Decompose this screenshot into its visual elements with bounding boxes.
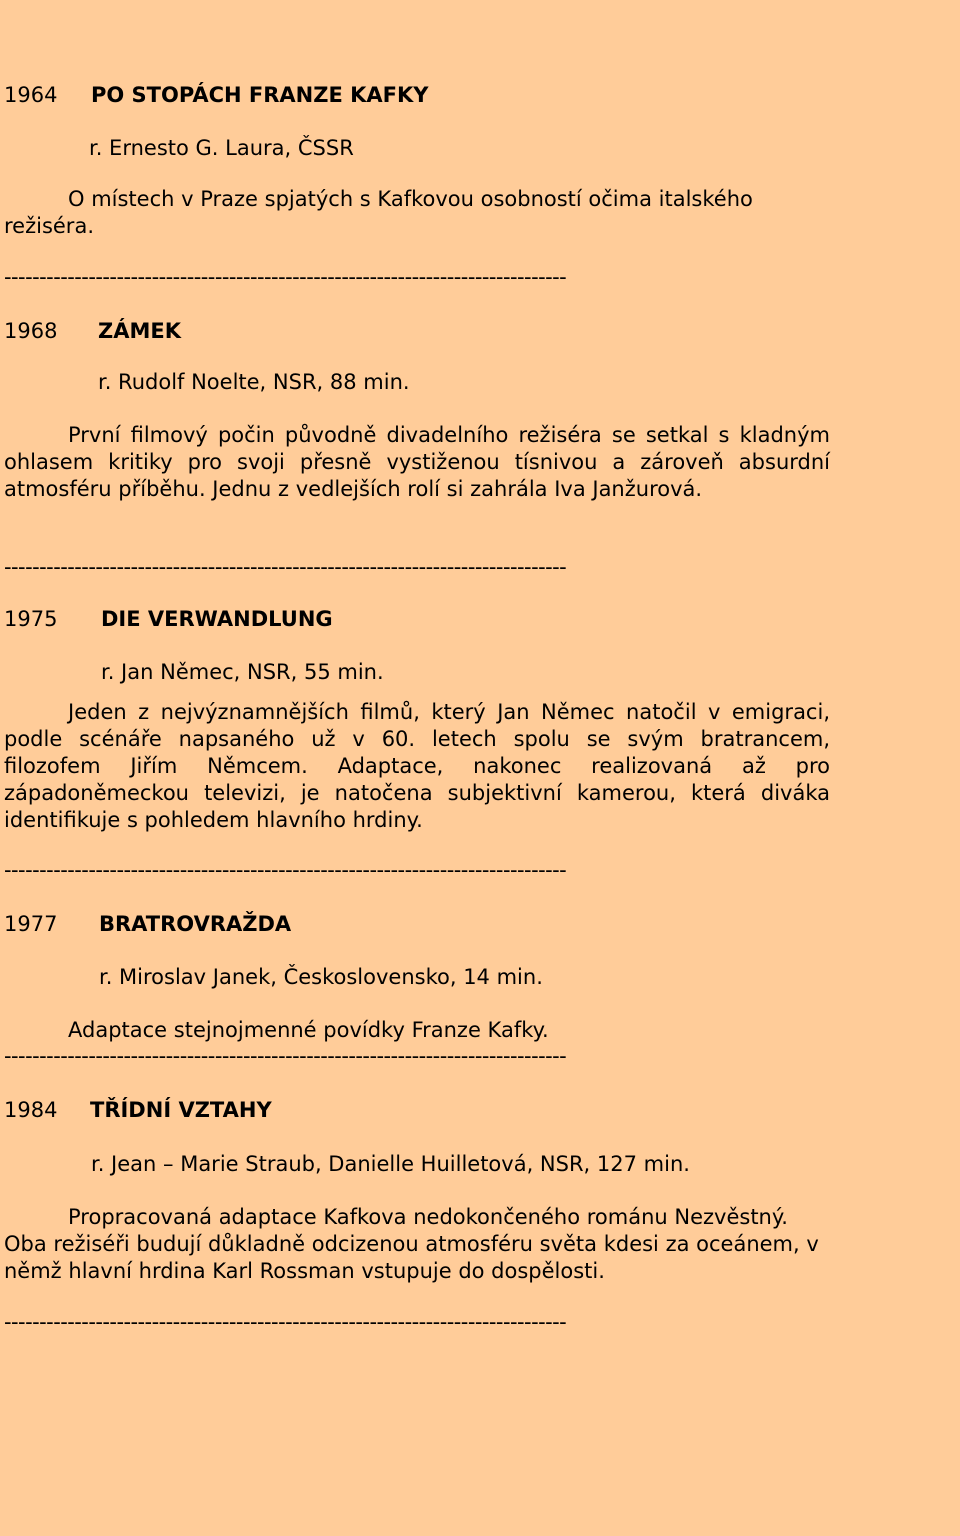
- film-description: Adaptace stejnojmenné povídky Franze Kafky.: [68, 1018, 549, 1042]
- film-year: 1975: [4, 607, 58, 631]
- film-title: PO STOPÁCH FRANZE KAFKY: [91, 83, 429, 107]
- film-director: r. Jan Němec, NSR, 55 min.: [101, 660, 384, 684]
- film-title: TŘÍDNÍ VZTAHY: [90, 1098, 272, 1122]
- film-title: BRATROVRAŽDA: [99, 912, 292, 936]
- film-description: Jeden z nejvýznamnějších filmů, který Jan Němec natočil v emigraci, podle scénáře napsaného už v 60. letech spolu se svým bratrancem, filozofem Jiřím Němcem. Adaptace, nakonec realizovaná až pro západoněmeckou televizi, je natočena subjektivní kamerou, která diváka identifikuje s pohledem hlavního hrdiny.: [4, 700, 830, 832]
- film-director: r. Miroslav Janek, Československo, 14 min.: [99, 965, 543, 989]
- film-year: 1977: [4, 912, 58, 936]
- film-year: 1968: [4, 319, 58, 343]
- film-year: 1984: [4, 1098, 58, 1122]
- separator-line: --------------------------------------------------------------------------------: [4, 1044, 567, 1068]
- separator-line: --------------------------------------------------------------------------------: [4, 858, 567, 882]
- film-director: r. Ernesto G. Laura, ČSSR: [89, 136, 354, 160]
- film-title: DIE VERWANDLUNG: [101, 607, 333, 631]
- separator-line: --------------------------------------------------------------------------------: [4, 1310, 567, 1334]
- film-description: První filmový počin původně divadelního režiséra se setkal s kladným ohlasem kritiky pro svoji přesně vystiženou tísnivou a zároveň absurdní atmosféru příběhu. Jednu z vedlejších rolí si zahrála Iva Janžurová.: [4, 423, 830, 501]
- film-director: r. Rudolf Noelte, NSR, 88 min.: [98, 370, 410, 394]
- film-year: 1964: [4, 83, 58, 107]
- film-description: Propracovaná adaptace Kafkova nedokončeného románu Nezvěstný. Oba režiséři budují důkladně odcizenou atmosféru světa kdesi za oceánem, v němž hlavní hrdina Karl Rossman vstupuje do dospělosti.: [4, 1205, 819, 1283]
- separator-line: --------------------------------------------------------------------------------: [4, 555, 567, 579]
- film-description: O místech v Praze spjatých s Kafkovou osobností očima italského režiséra.: [4, 187, 753, 238]
- film-title: ZÁMEK: [98, 319, 181, 343]
- separator-line: --------------------------------------------------------------------------------: [4, 265, 567, 289]
- film-director: r. Jean – Marie Straub, Danielle Huilletová, NSR, 127 min.: [91, 1152, 690, 1176]
